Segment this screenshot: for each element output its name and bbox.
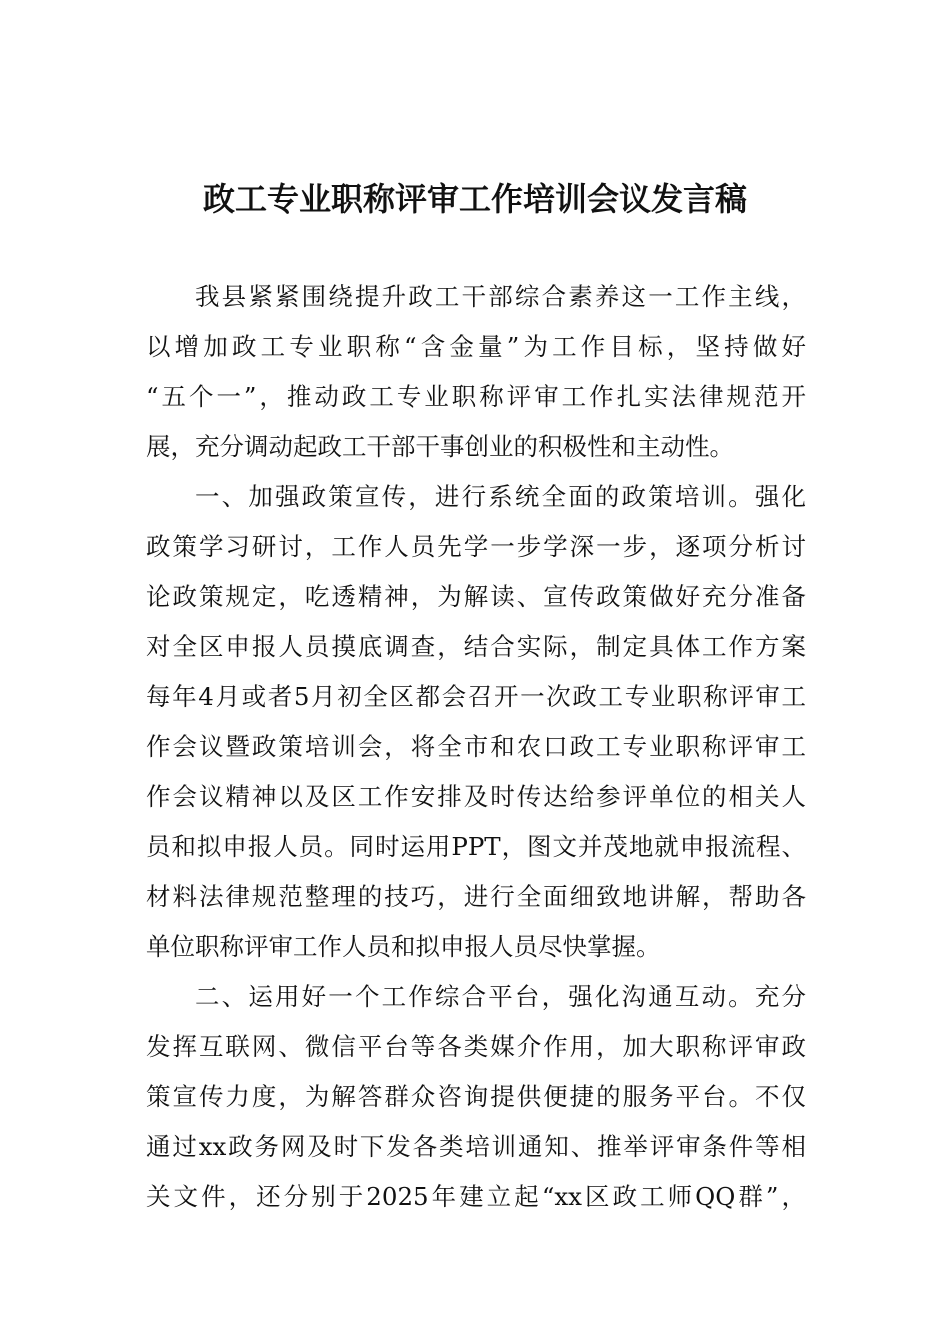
document-title: 政工专业职称评审工作培训会议发言稿 (202, 180, 747, 218)
paragraph-line: 发挥互联网、微信平台等各类媒介作用，加大职称评审政 (146, 1032, 806, 1061)
paragraph-line: 作会议精神以及区工作安排及时传达给参评单位的相关人 (146, 782, 806, 811)
paragraph-line: 展，充分调动起政工干部干事创业的积极性和主动性。 (146, 432, 734, 461)
paragraph-line: 关文件，还分别于2025年建立起“xx区政工师QQ群”， (146, 1182, 806, 1211)
paragraph-line: 一、加强政策宣传，进行系统全面的政策培训。强化 (195, 482, 806, 511)
paragraph-line: 作会议暨政策培训会，将全市和农口政工专业职称评审工 (146, 732, 806, 761)
paragraph-line: 通过xx政务网及时下发各类培训通知、推举评审条件等相 (146, 1132, 806, 1161)
paragraph-line: 论政策规定，吃透精神，为解读、宣传政策做好充分准备 (146, 582, 806, 611)
paragraph-line: 政策学习研讨，工作人员先学一步学深一步，逐项分析讨 (146, 532, 806, 561)
document-body (146, 272, 806, 1222)
paragraph-line: 二、运用好一个工作综合平台，强化沟通互动。充分 (195, 982, 806, 1011)
paragraph-line: 员和拟申报人员。同时运用PPT，图文并茂地就申报流程、 (146, 832, 806, 861)
paragraph-line: 对全区申报人员摸底调查，结合实际，制定具体工作方案 (146, 632, 806, 661)
paragraph-line: 策宣传力度，为解答群众咨询提供便捷的服务平台。不仅 (146, 1082, 806, 1111)
paragraph-line: 我县紧紧围绕提升政工干部综合素养这一工作主线， (195, 282, 806, 311)
paragraph-line: “五个一”，推动政工专业职称评审工作扎实法律规范开 (146, 382, 806, 411)
paragraph-line: 每年4月或者5月初全区都会召开一次政工专业职称评审工 (146, 682, 806, 711)
paragraph-line: 材料法律规范整理的技巧，进行全面细致地讲解，帮助各 (146, 882, 806, 911)
paragraph-line: 以增加政工专业职称“含金量”为工作目标，坚持做好 (146, 332, 806, 361)
paragraph-line: 单位职称评审工作人员和拟申报人员尽快掌握。 (146, 932, 661, 961)
